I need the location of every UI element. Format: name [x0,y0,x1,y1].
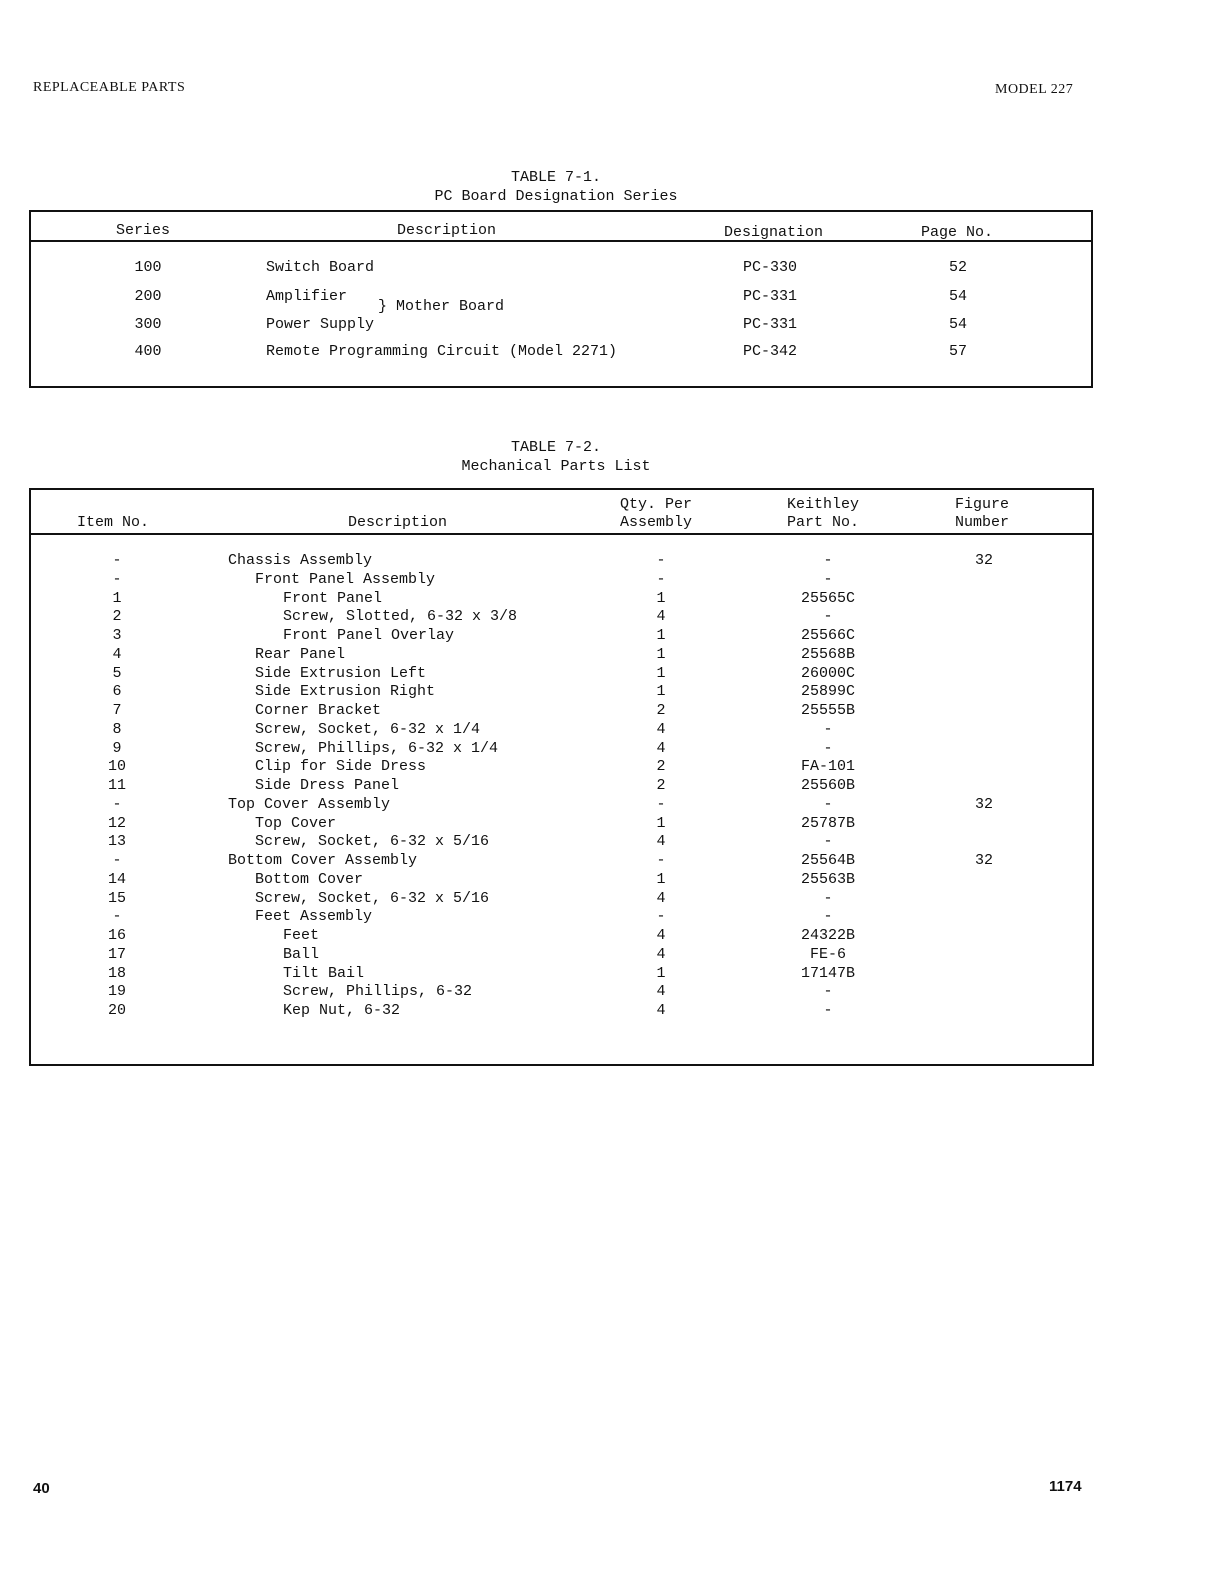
table2-cell-description: Ball [283,945,320,963]
table2-header-figure-line2: Number [955,514,1010,531]
table1-cell-designation: PC-331 [742,316,798,333]
table2-cell-part-number: 25560B [800,777,856,794]
table2-cell-item: 20 [107,1002,127,1019]
table2-cell-description: Screw, Slotted, 6-32 x 3/8 [283,608,518,626]
table2-cell-part-number: FA-101 [800,758,856,776]
table2-row [0,945,1232,964]
document-code: 1174 [1049,1478,1082,1495]
table2-cell-qty: - [656,552,666,569]
table2-row [0,682,1232,701]
table2-cell-part-number: 25568B [800,645,856,663]
table2-cell-part-number: 26000C [800,664,856,682]
table1-cell-series: 400 [134,343,162,360]
table1-cell-description: Remote Programming Circuit (Model 2271) [266,343,618,360]
table2-cell-qty: 1 [656,870,666,888]
table2-row [0,889,1232,908]
table2-cell-description: Chassis Assembly [228,552,373,569]
table2-cell-part-number: - [823,795,833,813]
table2-cell-description: Screw, Socket, 6-32 x 5/16 [255,833,490,851]
table2-cell-description: Screw, Phillips, 6-32 x 1/4 [255,739,499,757]
table2-cell-qty: 4 [656,608,666,626]
table2-cell-item: 5 [112,664,122,682]
table2-header-figure-line1: Figure [955,496,1010,513]
table2-header-part [787,496,859,532]
table2-cell-qty: - [656,570,666,588]
table2-cell-qty: 4 [656,720,666,738]
table2-cell-description: Corner Bracket [255,702,382,719]
table2-cell-figure: 32 [974,795,994,813]
table2-cell-part-number: 25565C [800,589,856,607]
table2-row [0,739,1232,758]
table2-row [0,626,1232,645]
table1-row [0,343,1232,371]
table2-cell-description: Clip for Side Dress [255,758,427,776]
table2-row [0,701,1232,720]
table2-row [0,551,1232,570]
table1-header-series: Series [116,222,171,239]
table1-caption [0,168,1232,206]
table2-header-description: Description [348,514,448,531]
table2-cell-qty: 4 [656,927,666,944]
table1-cell-series: 200 [134,288,162,305]
table2-cell-description: Feet [283,927,320,944]
table2-cell-part-number: - [823,570,833,588]
table1-row [0,316,1232,344]
table2-cell-description: Screw, Phillips, 6-32 [283,983,473,1001]
table1-header-designation: Designation [724,224,824,241]
table2-cell-part-number: 25564B [800,852,856,869]
table2-cell-item: 6 [112,683,122,701]
table1-caption-number: TABLE 7-1. [510,169,601,186]
table2-row [0,1001,1232,1020]
table2-cell-description: Kep Nut, 6-32 [283,1002,401,1019]
table2-cell-item: 14 [107,870,127,888]
table2-row [0,776,1232,795]
table2-cell-description: Top Cover Assembly [228,795,391,813]
table2-cell-part-number: - [823,1002,833,1019]
table2-cell-qty: 4 [656,945,666,963]
table2-cell-item: 1 [112,589,122,607]
table2-cell-description: Screw, Socket, 6-32 x 1/4 [255,720,481,738]
table2-cell-description: Tilt Bail [283,964,365,982]
table2-cell-figure: 32 [974,552,994,569]
table1-cell-description: Switch Board [266,259,375,276]
table2-row [0,851,1232,870]
table2-cell-description: Screw, Socket, 6-32 x 5/16 [255,889,490,907]
table2-row [0,982,1232,1001]
table2-cell-description: Bottom Cover Assembly [228,852,418,869]
table2-cell-description: Side Extrusion Left [255,664,427,682]
table2-header-part-line2: Part No. [787,514,860,531]
table1-cell-page: 54 [948,288,968,305]
table2-cell-qty: 4 [656,833,666,851]
table2-header-item: Item No. [77,514,150,531]
table2-row [0,664,1232,683]
table2-cell-description: Feet Assembly [255,908,373,926]
table2-cell-part-number: 25566C [800,627,856,644]
table2-cell-item: - [112,552,122,569]
table2-cell-qty: 4 [656,1002,666,1019]
table2-cell-qty: 4 [656,983,666,1001]
table2-cell-part-number: 25563B [800,870,856,888]
table2-header-qty-line2: Assembly [620,514,693,531]
table2-cell-part-number: 24322B [800,927,856,944]
table2-cell-qty: 1 [656,627,666,644]
table2-cell-item: 3 [112,627,122,644]
table2-cell-item: 7 [112,702,122,719]
table2-cell-part-number: - [823,720,833,738]
table2-row [0,870,1232,889]
table2-cell-part-number: 25787B [800,814,856,832]
table2-cell-description: Side Dress Panel [255,777,400,794]
table2-cell-item: 17 [107,945,127,963]
table2-row [0,832,1232,851]
table2-cell-part-number: - [823,908,833,926]
table1-cell-designation: PC-330 [742,259,798,276]
table1-cell-designation: PC-342 [742,343,798,360]
table2-cell-qty: 2 [656,777,666,794]
table2-header-figure [955,496,1009,532]
page-header-right: MODEL 227 [995,82,1074,97]
table2-header-qty-line1: Qty. Per [620,496,693,513]
table2-cell-qty: 4 [656,739,666,757]
table2-cell-part-number: - [823,608,833,626]
table2-cell-item: 4 [112,645,122,663]
table2-cell-qty: 2 [656,702,666,719]
table2-cell-part-number: - [823,983,833,1001]
page-number: 40 [33,1480,50,1497]
table2-cell-item: 19 [107,983,127,1001]
table2-cell-item: 12 [107,814,127,832]
table2-cell-description: Top Cover [255,814,337,832]
table1-cell-series: 300 [134,316,162,333]
table2-cell-description: Front Panel [283,589,383,607]
table1-cell-description: Amplifier [266,288,348,305]
table1-header-page: Page No. [921,224,994,241]
table2-cell-item: 8 [112,720,122,738]
table2-cell-qty: 1 [656,664,666,682]
table2-cell-item: 11 [107,777,127,794]
table2-cell-qty: - [656,908,666,926]
table2-cell-item: - [112,852,122,869]
table2-row [0,607,1232,626]
table2-cell-description: Rear Panel [255,645,346,663]
table2-cell-part-number: - [823,739,833,757]
table1-row [0,259,1232,287]
table2-caption-number: TABLE 7-2. [510,439,601,456]
table1-cell-designation: PC-331 [742,288,798,305]
table2-cell-qty: - [656,852,666,869]
table2-row [0,814,1232,833]
table2-row [0,645,1232,664]
table2-cell-item: - [112,908,122,926]
table2-cell-item: 16 [107,927,127,944]
table2-header-part-line1: Keithley [787,496,860,513]
table2-cell-item: 2 [112,608,122,626]
table2-caption-title: Mechanical Parts List [461,458,651,475]
table1-caption-title: PC Board Designation Series [434,188,678,205]
table2-cell-item: 18 [107,964,127,982]
table2-cell-part-number: - [823,889,833,907]
table1-row [0,288,1232,316]
table2-cell-qty: 1 [656,645,666,663]
table2-cell-item: 9 [112,739,122,757]
table2-cell-item: 10 [107,758,127,776]
table2-row [0,720,1232,739]
table2-cell-description: Front Panel Overlay [283,627,455,644]
table2-cell-description: Front Panel Assembly [255,570,436,588]
table1-brace-note: } Mother Board [378,298,505,315]
table1-cell-page: 57 [948,343,968,360]
table2-cell-qty: 4 [656,889,666,907]
table2-cell-part-number: - [823,833,833,851]
table1-header-description: Description [397,222,497,239]
table2-row [0,570,1232,589]
page-header-left: REPLACEABLE PARTS [33,80,186,95]
table2-cell-qty: 1 [656,964,666,982]
table2-row [0,795,1232,814]
table2-row [0,964,1232,983]
table2-cell-qty: 1 [656,814,666,832]
table2-header-rule [29,533,1094,535]
table2-cell-qty: - [656,795,666,813]
table1-cell-page: 52 [948,259,968,276]
table2-cell-description: Bottom Cover [255,870,364,888]
table2-row [0,589,1232,608]
table2-cell-item: - [112,570,122,588]
table1-cell-page: 54 [948,316,968,333]
table2-cell-part-number: 17147B [800,964,856,982]
table2-cell-description: Side Extrusion Right [255,683,436,701]
table2-row [0,757,1232,776]
table2-cell-part-number: - [823,552,833,569]
table2-cell-part-number: 25555B [800,702,856,719]
table2-cell-qty: 1 [656,589,666,607]
table1-cell-series: 100 [134,259,162,276]
table2-header-qty [620,496,692,532]
table2-cell-item: 15 [107,889,127,907]
table2-cell-item: - [112,795,122,813]
table2-cell-qty: 1 [656,683,666,701]
table2-cell-part-number: 25899C [800,683,856,701]
table2-caption [0,438,1232,476]
table2-cell-part-number: FE-6 [809,945,847,963]
table1-cell-description: Power Supply [266,316,375,333]
table2-cell-qty: 2 [656,758,666,776]
table2-row [0,907,1232,926]
table2-cell-figure: 32 [974,852,994,869]
table2-row [0,926,1232,945]
table2-cell-item: 13 [107,833,127,851]
